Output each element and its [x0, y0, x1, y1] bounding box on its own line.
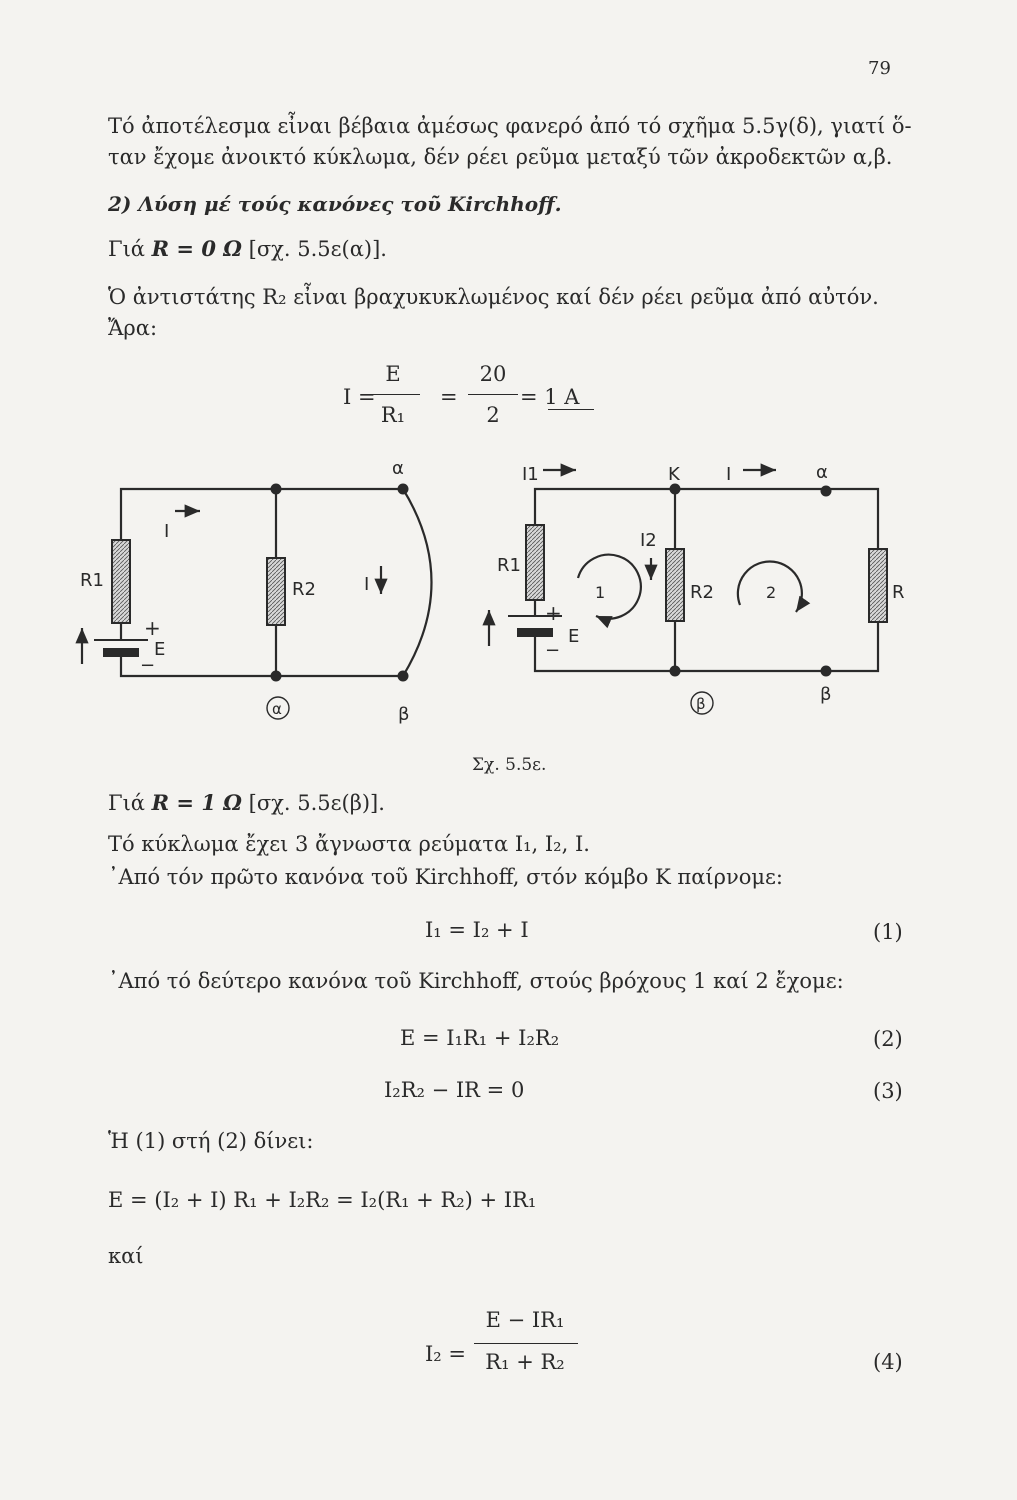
node-dot	[271, 671, 282, 682]
terminal-alpha	[398, 484, 409, 495]
eq-denominator: R₁	[380, 403, 406, 427]
eq-lhs: I =	[343, 385, 376, 409]
node-k	[670, 484, 681, 495]
paragraph-line: καί	[108, 1244, 144, 1268]
loop-arrow-1	[578, 555, 641, 619]
case-a-condition: R = 0 Ω	[151, 236, 242, 261]
label-minus: −	[545, 640, 561, 661]
label-i1: I1	[522, 464, 539, 485]
label-r2: R2	[292, 579, 316, 600]
case-a-prefix: Γιά	[108, 237, 152, 261]
subfigure-tag: β	[696, 695, 706, 713]
label-plus: +	[144, 616, 161, 640]
label-r2: R2	[690, 582, 714, 603]
label-r: R	[892, 582, 905, 603]
equation-2: E = I₁R₁ + I₂R₂	[400, 1026, 560, 1050]
label-node-alpha: α	[816, 462, 828, 483]
eq-numerator: E	[385, 362, 401, 386]
wire	[535, 489, 878, 549]
paragraph-line: Ὁ ἀντιστάτης R₂ εἶναι βραχυκυκλωμένος καί δέν ρέει ρεῦμα ἀπό αὐτόν.	[108, 285, 879, 309]
equation-number: (2)	[873, 1027, 903, 1051]
label-node-alpha: α	[392, 458, 404, 479]
case-b-line	[108, 789, 385, 817]
page-number: 79	[868, 58, 891, 79]
label-emf: E	[154, 639, 166, 660]
label-plus: +	[545, 601, 562, 625]
eq-equals: =	[440, 385, 458, 409]
section-heading: 2) Λύση μέ τούς κανόνες τοῦ Kirchhoff.	[108, 192, 562, 216]
paragraph-line: Ἡ (1) στή (2) δίνει:	[108, 1129, 314, 1153]
battery-plate-negative	[103, 648, 139, 657]
eq-result: = 1 A	[520, 385, 580, 409]
eq-lhs: I₂ =	[425, 1342, 466, 1366]
paragraph-line: Ἄρα:	[108, 316, 158, 340]
label-minus: −	[140, 655, 156, 676]
equation-number: (4)	[873, 1350, 903, 1374]
subfigure-tag: α	[272, 700, 282, 718]
label-node-k: K	[668, 464, 680, 485]
label-loop-2: 2	[766, 583, 777, 602]
terminal-alpha	[821, 486, 832, 497]
label-current: I	[164, 521, 170, 542]
fraction-bar	[474, 1343, 578, 1344]
case-b-condition: R = 1 Ω	[151, 790, 242, 815]
eq-numerator: E − IR₁	[485, 1308, 565, 1332]
eq-denominator: 2	[486, 403, 500, 427]
label-node-beta: β	[820, 684, 832, 705]
case-b-prefix: Γιά	[108, 791, 152, 815]
case-b-reference: [σχ. 5.5ε(β)].	[241, 791, 385, 815]
equation-number: (3)	[873, 1079, 903, 1103]
label-emf: E	[568, 626, 580, 647]
resistor-r2	[267, 558, 285, 625]
resistor-r2	[666, 549, 684, 621]
paragraph-line: Τό κύκλωμα ἔχει 3 ἄγνωστα ρεύματα I₁, I₂, I.	[108, 832, 590, 856]
label-r1: R1	[497, 555, 521, 576]
equation-number: (1)	[873, 920, 903, 944]
node-dot	[670, 666, 681, 677]
battery-plate-negative	[517, 628, 553, 637]
paragraph-line: Τό ἀποτέλεσμα εἶναι βέβαια ἀμέσως φανερό ἀπό τό σχῆμα 5.5γ(δ), γιατί ὅ-	[108, 114, 912, 138]
terminal-beta	[821, 666, 832, 677]
paragraph-line: ᾿Από τό δεύτερο κανόνα τοῦ Kirchhoff, στούς βρόχους 1 καί 2 ἔχομε:	[108, 969, 844, 993]
label-i2: I2	[640, 530, 657, 551]
equation-3: I₂R₂ − IR = 0	[384, 1078, 525, 1102]
label-node-beta: β	[398, 704, 410, 725]
label-current: I	[726, 464, 732, 485]
terminal-beta	[398, 671, 409, 682]
resistor-r1	[526, 525, 544, 600]
wire	[535, 622, 878, 671]
equation-expanded: E = (I₂ + I) R₁ + I₂R₂ = I₂(R₁ + R₂) + IR₁	[108, 1188, 537, 1212]
case-a-reference: [σχ. 5.5ε(α)].	[241, 237, 387, 261]
resistor-r1	[112, 540, 130, 623]
paragraph-line: ταν ἔχομε ἀνοικτό κύκλωμα, δέν ρέει ρεῦμα μεταξύ τῶν ἀκροδεκτῶν α,β.	[108, 145, 893, 169]
paragraph-line: ᾿Από τόν πρῶτο κανόνα τοῦ Kirchhoff, στόν κόμβο K παίρνομε:	[108, 865, 784, 889]
figure-caption: Σχ. 5.5ε.	[472, 755, 547, 775]
label-loop-1: 1	[595, 583, 606, 602]
label-r1: R1	[80, 570, 104, 591]
eq-denominator: R₁ + R₂	[485, 1350, 565, 1374]
label-current: I	[364, 574, 370, 595]
equation-1: I₁ = I₂ + I	[425, 918, 529, 942]
resistor-r	[869, 549, 887, 622]
eq-numerator: 20	[479, 362, 507, 386]
short-circuit-wire	[403, 489, 432, 676]
node-dot	[271, 484, 282, 495]
